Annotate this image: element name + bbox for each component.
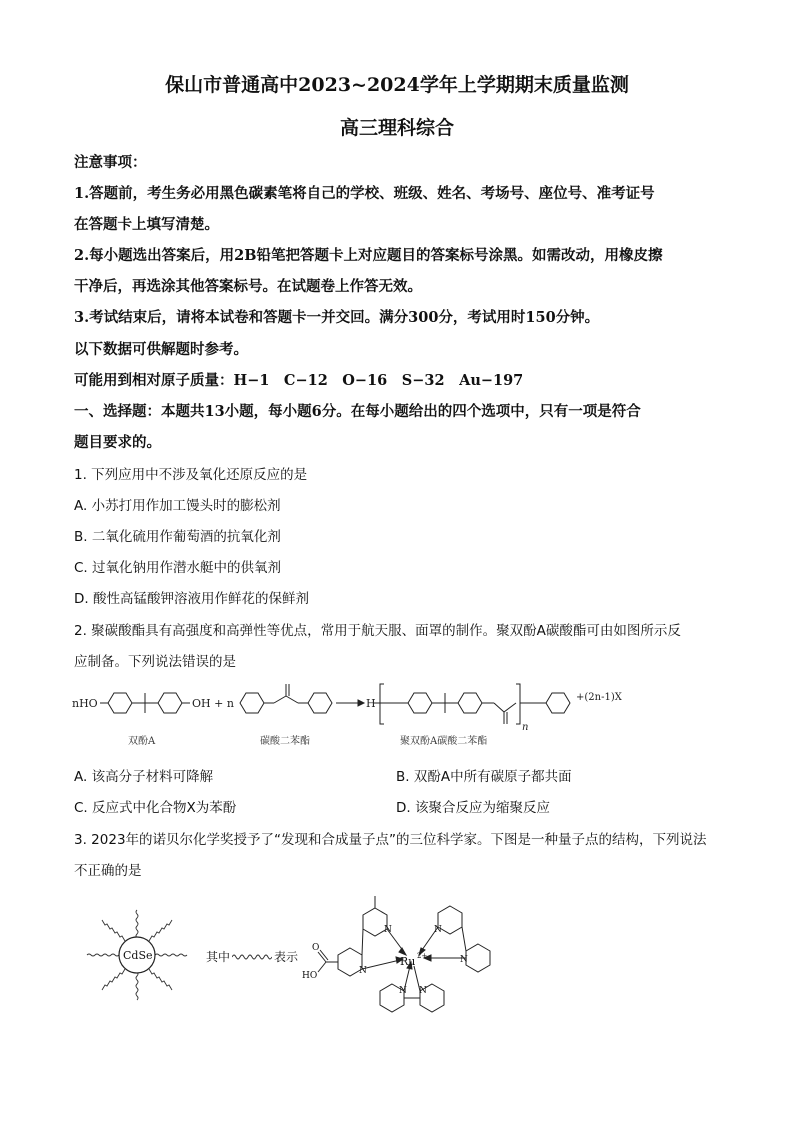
label-bpa: 双酚A [128, 736, 156, 747]
q1-option-b: B. 二氧化硫用作葡萄酒的抗氧化剂 [74, 529, 281, 545]
exam-title: 保山市普通高中2023~2024学年上学期期末质量监测 [165, 74, 629, 96]
q3-stem-line-2: 不正确的是 [74, 863, 142, 879]
benzene-ring-icon [158, 693, 182, 713]
ligand-wave-icon [232, 952, 272, 962]
eq-n-subscript: n [522, 722, 529, 733]
legend-means: 表示 [274, 950, 299, 964]
q2-option-c: C. 反应式中化合物X为苯酚 [74, 800, 237, 816]
q1-stem: 1. 下列应用中不涉及氧化还原反应的是 [74, 467, 308, 483]
pyridine-n-3: N [434, 925, 442, 935]
quantum-dot-diagram [72, 890, 202, 1020]
q2-stem-line-2: 应制备。下列说法错误的是 [74, 654, 236, 670]
carboxyl-o: O [312, 943, 320, 953]
benzene-ring-icon [408, 693, 432, 713]
benzene-ring-icon [546, 693, 570, 713]
data-hint: 以下数据可供解题时参考。 [74, 341, 248, 358]
benzene-ring-icon [458, 693, 482, 713]
notice-item-1-line-1: 1.答题前，考生务必用黑色碳素笔将自己的学校、班级、姓名、考场号、座位号、准考证号 [74, 185, 655, 202]
ruthenium-complex-diagram [300, 888, 520, 1023]
eq-byproduct: +(2n-1)X [576, 692, 622, 703]
q2-option-a: A. 该高分子材料可降解 [74, 769, 214, 785]
pyridine-n-5: N [399, 986, 407, 996]
pyridine-n-1: N [384, 925, 392, 935]
notice-item-2-line-2: 干净后，再选涂其他答案标号。在试题卷上作答无效。 [74, 278, 422, 295]
notice-item-3: 3.考试结束后，请将本试卷和答题卡一并交回。满分300分，考试用时150分钟。 [74, 309, 600, 326]
ru-charge: 2+ [417, 952, 428, 960]
benzene-ring-icon [240, 693, 264, 713]
carboxyl-ho: HO [302, 971, 318, 981]
notice-item-2-line-1: 2.每小题选出答案后，用2B铅笔把答题卡上对应题目的答案标号涂黑。如需改动，用橡皮擦 [74, 247, 663, 264]
label-polymer: 聚双酚A碳酸二苯酯 [400, 736, 488, 747]
section-1-line-2: 题目要求的。 [74, 434, 161, 451]
pyridine-n-6: N [419, 986, 427, 996]
eq-oh-plus-n: OH + n [192, 697, 234, 710]
legend-where: 其中 [206, 950, 231, 964]
cdse-core-label: CdSe [123, 949, 153, 962]
ru-metal-center: Ru [400, 955, 416, 968]
q2-stem-line-1: 2. 聚碳酸酯具有高强度和高弹性等优点，常用于航天服、面罩的制作。聚双酚A碳酸酯可由如图所示反 [74, 623, 681, 639]
eq-h: H [366, 697, 376, 710]
section-1-line-1: 一、选择题：本题共13小题，每小题6分。在每小题给出的四个选项中，只有一项是符合 [74, 403, 641, 420]
q1-option-a: A. 小苏打用作加工馒头时的膨松剂 [74, 498, 281, 514]
pyridine-n-2: N [359, 966, 367, 976]
exam-subtitle: 高三理科综合 [339, 117, 454, 139]
label-dpc: 碳酸二苯酯 [260, 736, 310, 747]
notice-heading: 注意事项： [74, 154, 147, 171]
notice-item-1-line-2: 在答题卡上填写清楚。 [74, 216, 219, 233]
benzene-ring-icon [308, 693, 332, 713]
atomic-mass-line: 可能用到相对原子质量：H−1 C−12 O−16 S−32 Au−197 [74, 372, 524, 389]
q2-option-d: D. 该聚合反应为缩聚反应 [396, 800, 550, 816]
pyridine-n-4: N [460, 955, 468, 965]
q1-option-d: D. 酸性高锰酸钾溶液用作鲜花的保鲜剂 [74, 591, 309, 607]
polycarbonate-reaction-scheme [70, 680, 730, 750]
q2-option-b: B. 双酚A中所有碳原子都共面 [396, 769, 572, 785]
eq-n-ho: nHO [72, 697, 98, 710]
q3-stem-line-1: 3. 2023年的诺贝尔化学奖授予了“发现和合成量子点”的三位科学家。下图是一种量子点的结构，下列说法 [74, 832, 707, 848]
benzene-ring-icon [108, 693, 132, 713]
q1-option-c: C. 过氧化钠用作潜水艇中的供氧剂 [74, 560, 282, 576]
